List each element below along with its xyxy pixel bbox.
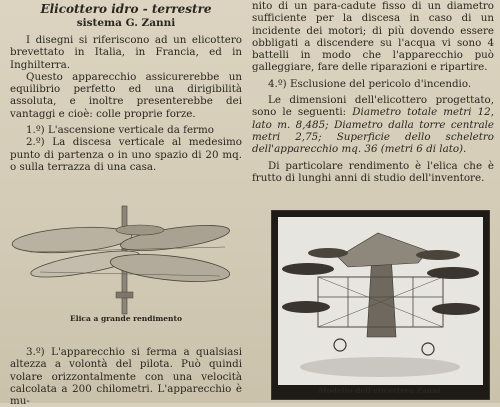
bottom-left-text — [10, 346, 242, 407]
paragraph-point-4: 4.º) Esclusione del pericolo d'incendio. — [268, 77, 472, 90]
helicopter-model-drawing — [278, 217, 483, 385]
paragraph-point-2: 2.º) La discesa verticale al medesimo punto di partenza o in uno spazio di 20 mq. o sulla terrazza di una casa. — [10, 136, 242, 173]
model-photo — [271, 210, 490, 400]
dimensions-intro: Le dimensioni dell'elicottero progettato, sono le seguenti: — [252, 94, 494, 119]
propeller-drawing — [10, 202, 242, 322]
left-column — [10, 2, 242, 173]
paragraph-point-3: 3.º) L'apparecchio si ferma a qualsiasi altezza a volontà del pilota. Può quindi volare orizzontalmente con una velocità calcolata a 200 chilometri. L'apparecchio è mu- — [10, 346, 242, 407]
paragraph-dimensions — [252, 94, 494, 155]
propeller-caption: Elica a grande rendimento — [70, 314, 182, 323]
propeller-illustration — [10, 202, 242, 330]
paragraph-intro: I disegni si riferiscono ad un elicottero brevettato in Italia, in Francia, ed in Inghilterra. — [10, 34, 242, 71]
paragraph-point-1: 1.º) L'ascensione verticale da fermo — [26, 124, 214, 137]
paragraph-propeller-efficiency: Di particolare rendimento è l'elica che è frutto di lunghi anni di studio dell'inventore. — [252, 159, 494, 184]
right-column — [252, 0, 494, 184]
paragraph-advantages: Questo apparecchio assicurerebbe un equilibrio perfetto ed una dirigibilità assoluta, e inoltre presenterebbe dei vantaggi e cioè: colle proprie forze. — [10, 70, 242, 120]
article-title: Elicottero idro - terrestre — [40, 2, 212, 16]
paragraph-parachute: nito di un para-cadute fisso di un diametro sufficiente per la discesa in caso di un incidente dei motori; di più dovendo essere obbligati a discendere su l'acqua vi sono 4 battelli in modo che l'apparecchio può galleggiare, fare delle riparazioni e ripartire. — [252, 0, 494, 74]
model-photo-image — [278, 217, 483, 385]
dimensions-values: Diametro totale metri 12, lato m. 8,485; Diametro dalla torre centrale metri 2,75; Superficie dello scheletro dell'apparecchio mq. 36 (metri 6 di lato). — [252, 106, 494, 156]
model-caption: Modello dell'elicottero Zanni — [318, 386, 441, 395]
article-author: sistema G. Zanni — [76, 17, 176, 29]
